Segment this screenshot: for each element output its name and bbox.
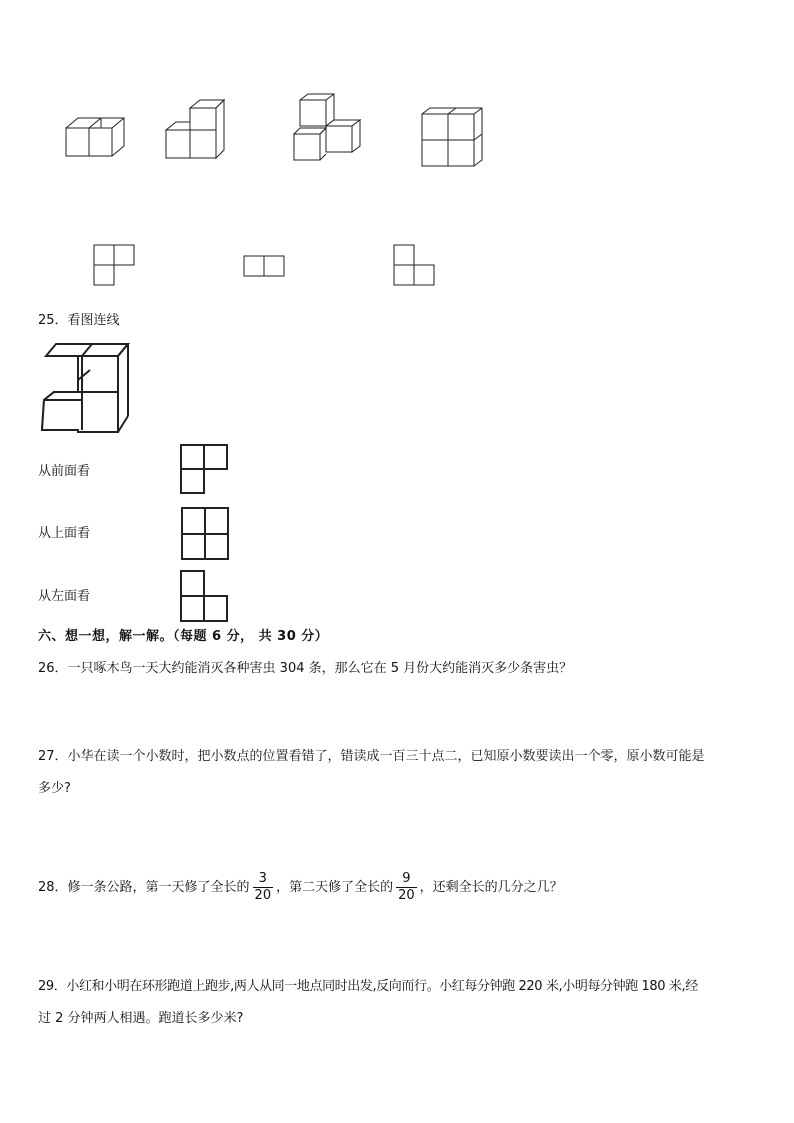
question-29-line-2: 过 2 分钟两人相遇。跑道长多少米? [38, 1011, 244, 1026]
section-6-heading: 六、想一想，解一解。（每题 6 分， 共 30 分） [38, 629, 329, 644]
fraction-1-numerator: 3 [253, 871, 274, 888]
question-27-line-2: 多少? [38, 781, 71, 796]
question-29-line-1: 29．小红和小明在环形跑道上跑步,两人从同一地点同时出发,反向而行。小红每分钟跑 220 米,小明每分钟跑 180 米,经 [38, 979, 698, 994]
fraction-9-20 [396, 871, 417, 904]
fraction-2-numerator: 9 [396, 871, 417, 888]
question-27 [38, 748, 705, 798]
label-top-view: 从上面看 [38, 526, 91, 541]
fraction-1-denominator: 20 [254, 888, 272, 903]
fraction-2-denominator: 20 [398, 888, 415, 903]
question-28-part-2: ，第二天修了全长的 [276, 880, 394, 895]
question-27-line-1: 27．小华在读一个小数时，把小数点的位置看错了，错读成一百三十点二，已知原小数要读出一个零，原小数可能是 [38, 749, 705, 764]
label-front-view: 从前面看 [38, 464, 91, 479]
question-28-part-3: ，还剩全长的几分之几？ [419, 880, 563, 895]
question-28-part-1: 28．修一条公路，第一天修了全长的 [38, 880, 250, 895]
question-29 [38, 978, 698, 1028]
question-28 [38, 868, 563, 908]
question-25-title: 25．看图连线 [38, 313, 120, 328]
fraction-3-20 [253, 871, 274, 904]
label-left-view: 从左面看 [38, 589, 91, 604]
question-26: 26．一只啄木鸟一天大约能消灭各种害虫 304 条，那么它在 5 月份大约能消灭多少条害虫？ [38, 661, 573, 676]
